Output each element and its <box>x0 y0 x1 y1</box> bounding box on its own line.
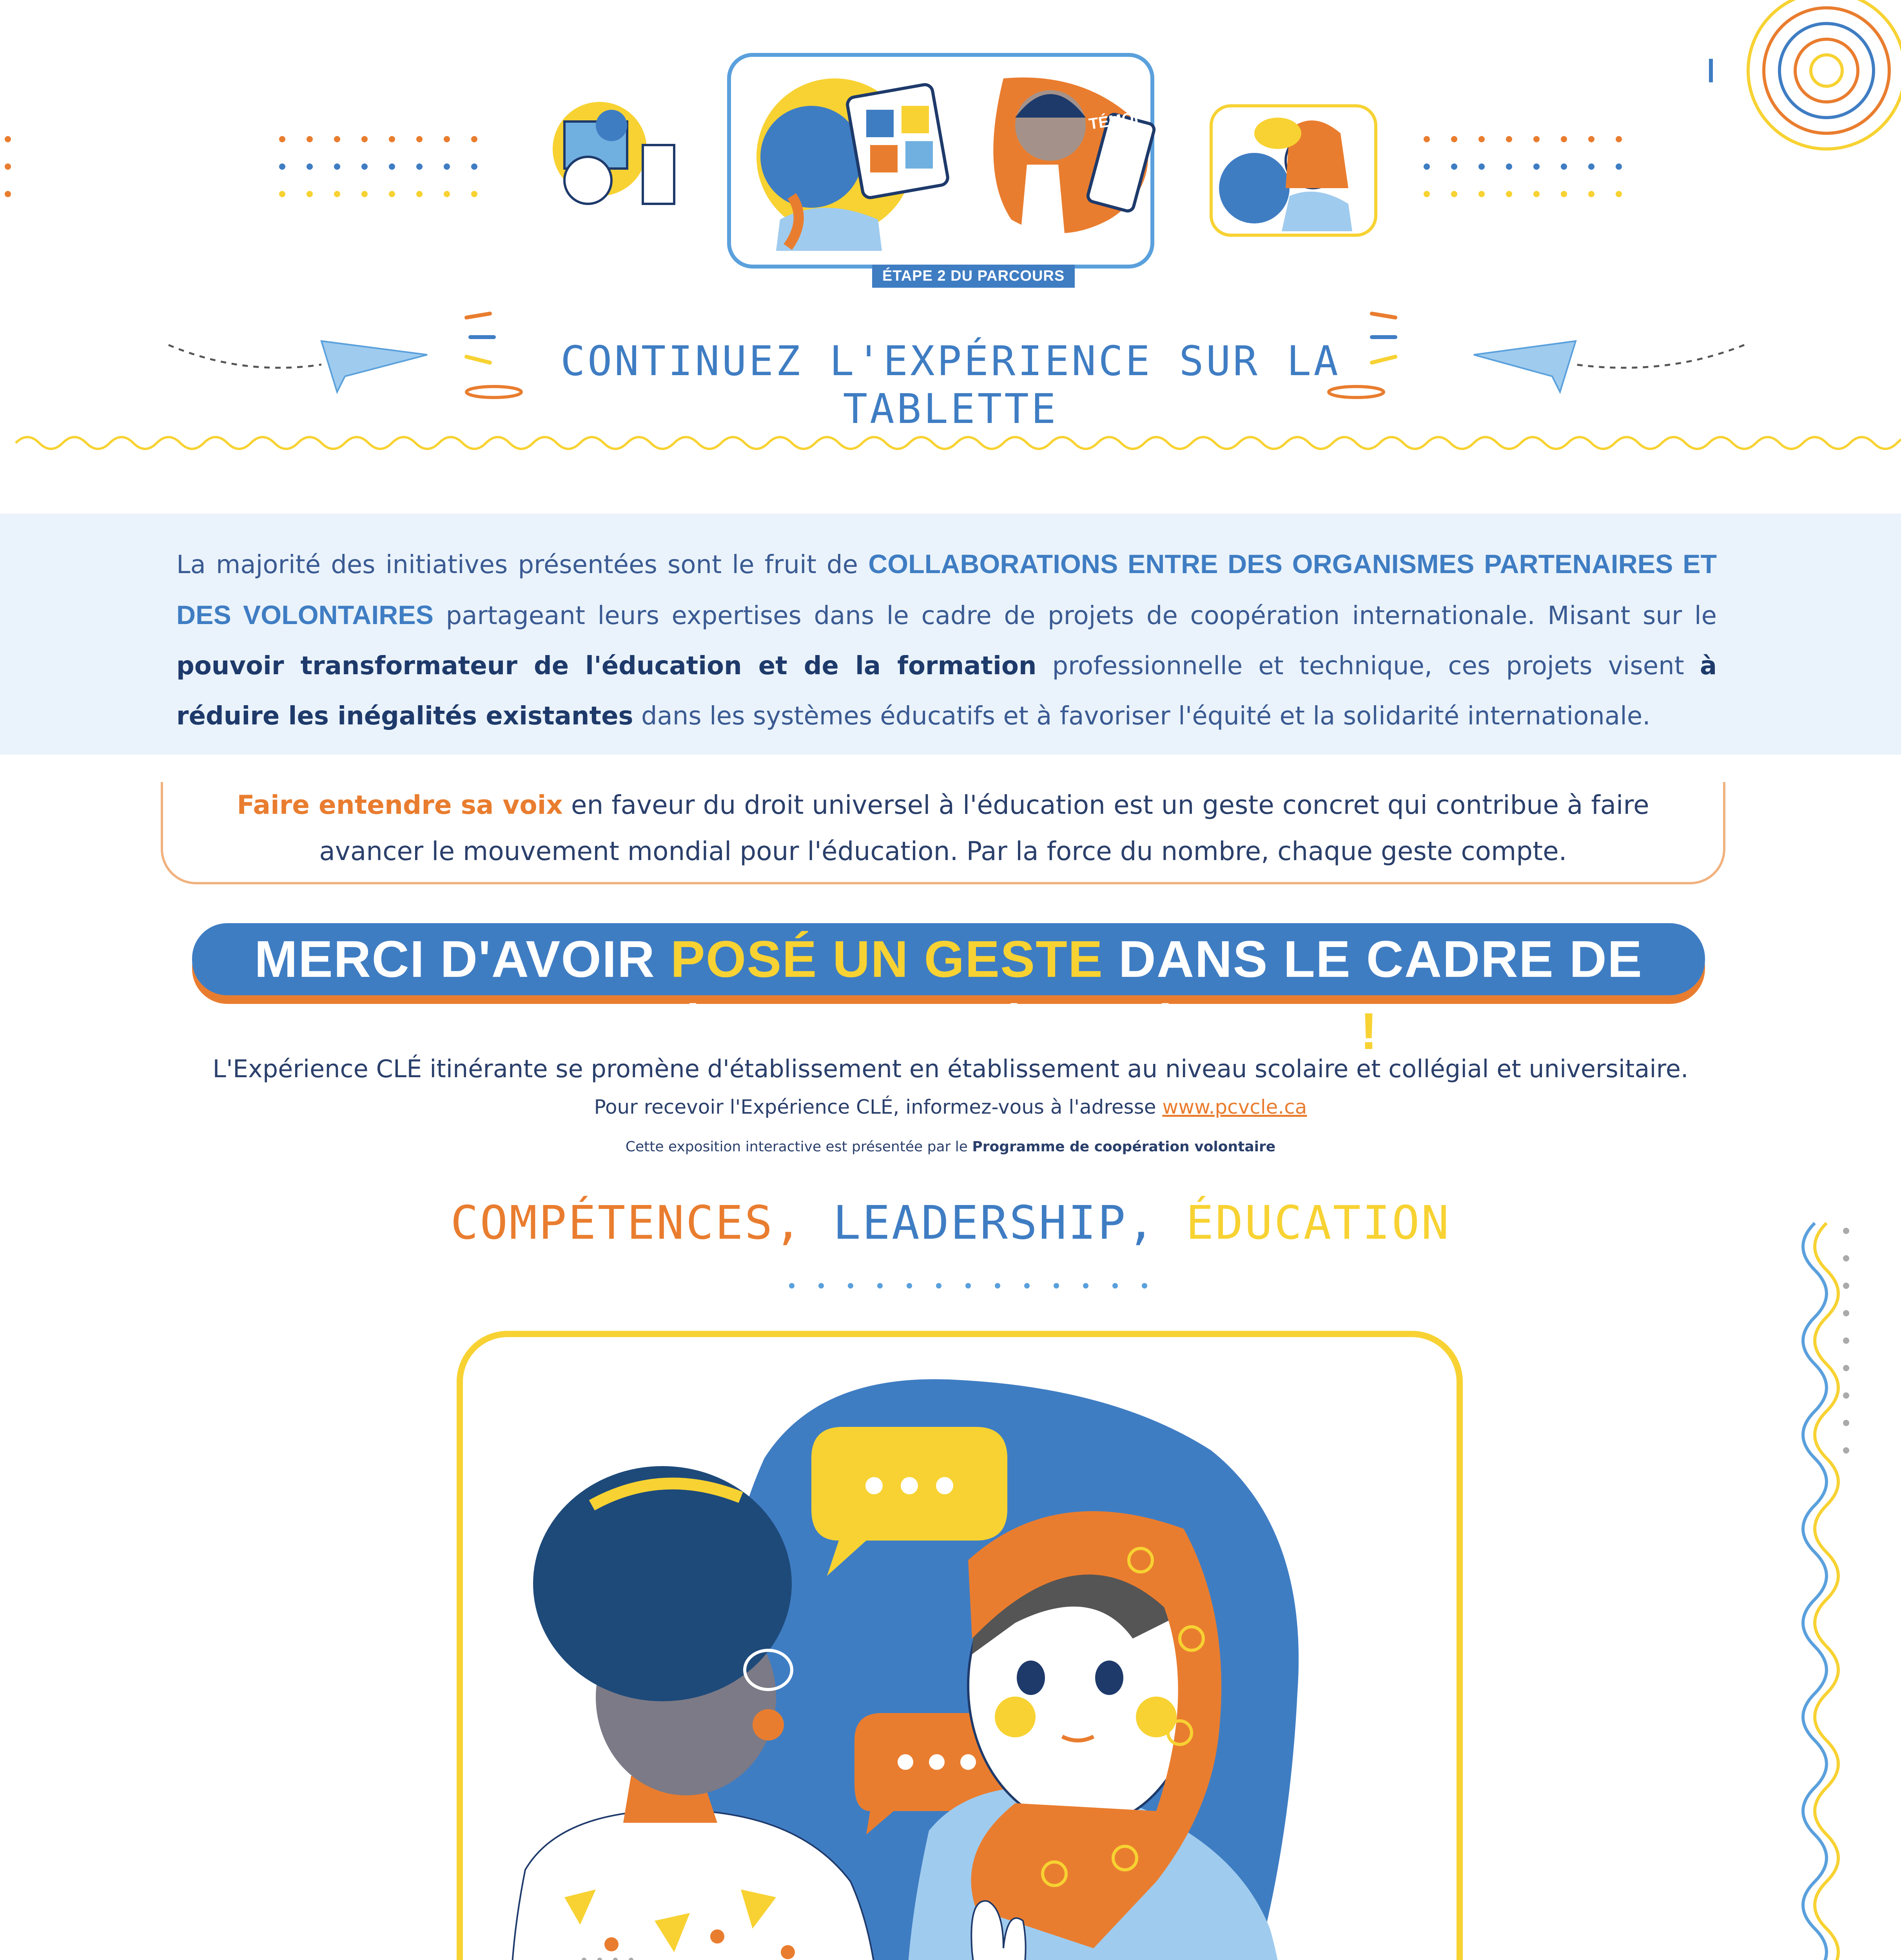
top-decoration <box>0 0 1901 510</box>
intro-text-4: dans les systèmes éducatifs et à favoriser l'équité et la solidarité internationale. <box>633 702 1651 731</box>
merci-banner <box>192 923 1705 1060</box>
page-headline: CONTINUEZ L'EXPÉRIENCE SUR LA TABLETTE <box>561 337 1340 433</box>
tagline <box>392 1196 1509 1250</box>
illustration-conversation <box>466 1341 1442 1960</box>
intro-collaborations: COLLABORATIONS ENTRE DES ORGANISMES PARTENAIRES ET DES VOLONTAIRES <box>176 549 1717 630</box>
intro-text-1: La majorité des initiatives présentées sont le fruit de <box>176 550 869 579</box>
intro-reduire: à réduire les inégalités existantes <box>176 652 1717 731</box>
tagline-education: ÉDUCATION <box>1186 1196 1451 1250</box>
banner-part2: POSÉ UN GESTE <box>670 930 1103 988</box>
stage2-badge: ÉTAPE 2 DU PARCOURS <box>872 265 1075 288</box>
info-line3 <box>78 1139 1823 1155</box>
intro-text-3: professionnelle et technique, ces projets visent <box>1036 652 1700 681</box>
voice-rest: en faveur du droit universel à l'éducation est un geste concret qui contribue à faire avancer le mouvement mondial pour l'éducation. Par la force du nombre, chaque geste compte. <box>319 790 1649 866</box>
banner-part4: ! <box>1360 1002 1379 1060</box>
tagline-competences: COMPÉTENCES, <box>450 1196 833 1250</box>
tagline-leadership: LEADERSHIP, <box>833 1196 1186 1250</box>
pcvcle-link[interactable]: www.pcvcle.ca <box>1162 1096 1307 1118</box>
tagline-dots <box>784 1280 1152 1292</box>
info-line3-text: Cette exposition interactive est présentée par le <box>625 1139 972 1155</box>
intro-text-2: partageant leurs expertises dans le cadre de projets de coopération internationale. Misant sur le <box>434 601 1717 630</box>
intro-pouvoir: pouvoir transformateur de l'éducation et de la formation <box>176 652 1037 681</box>
info-line3-bold: Programme de coopération volontaire <box>972 1139 1276 1155</box>
tablet-word-art: TÉMOI- <box>1088 108 1145 133</box>
intro-paragraph <box>176 539 1717 741</box>
right-wave-decoration <box>1787 1215 1866 1960</box>
voice-box <box>161 782 1725 884</box>
banner-part1: MERCI D'AVOIR <box>254 930 671 988</box>
info-line1: L'Expérience CLÉ itinérante se promène d'établissement en établissement au niveau scolaire et collégial et universitaire. <box>212 1054 1689 1083</box>
voice-emphasis: Faire entendre sa voix <box>237 790 563 820</box>
info-line2 <box>78 1096 1823 1118</box>
info-line2-text: Pour recevoir l'Expérience CLÉ, informez-vous à l'adresse <box>594 1096 1163 1118</box>
voice-text <box>163 782 1723 875</box>
banner-part3: DANS LE CADRE DE L'EXPÉRIENCE CLÉ ITINÉRANTE <box>519 930 1643 1060</box>
